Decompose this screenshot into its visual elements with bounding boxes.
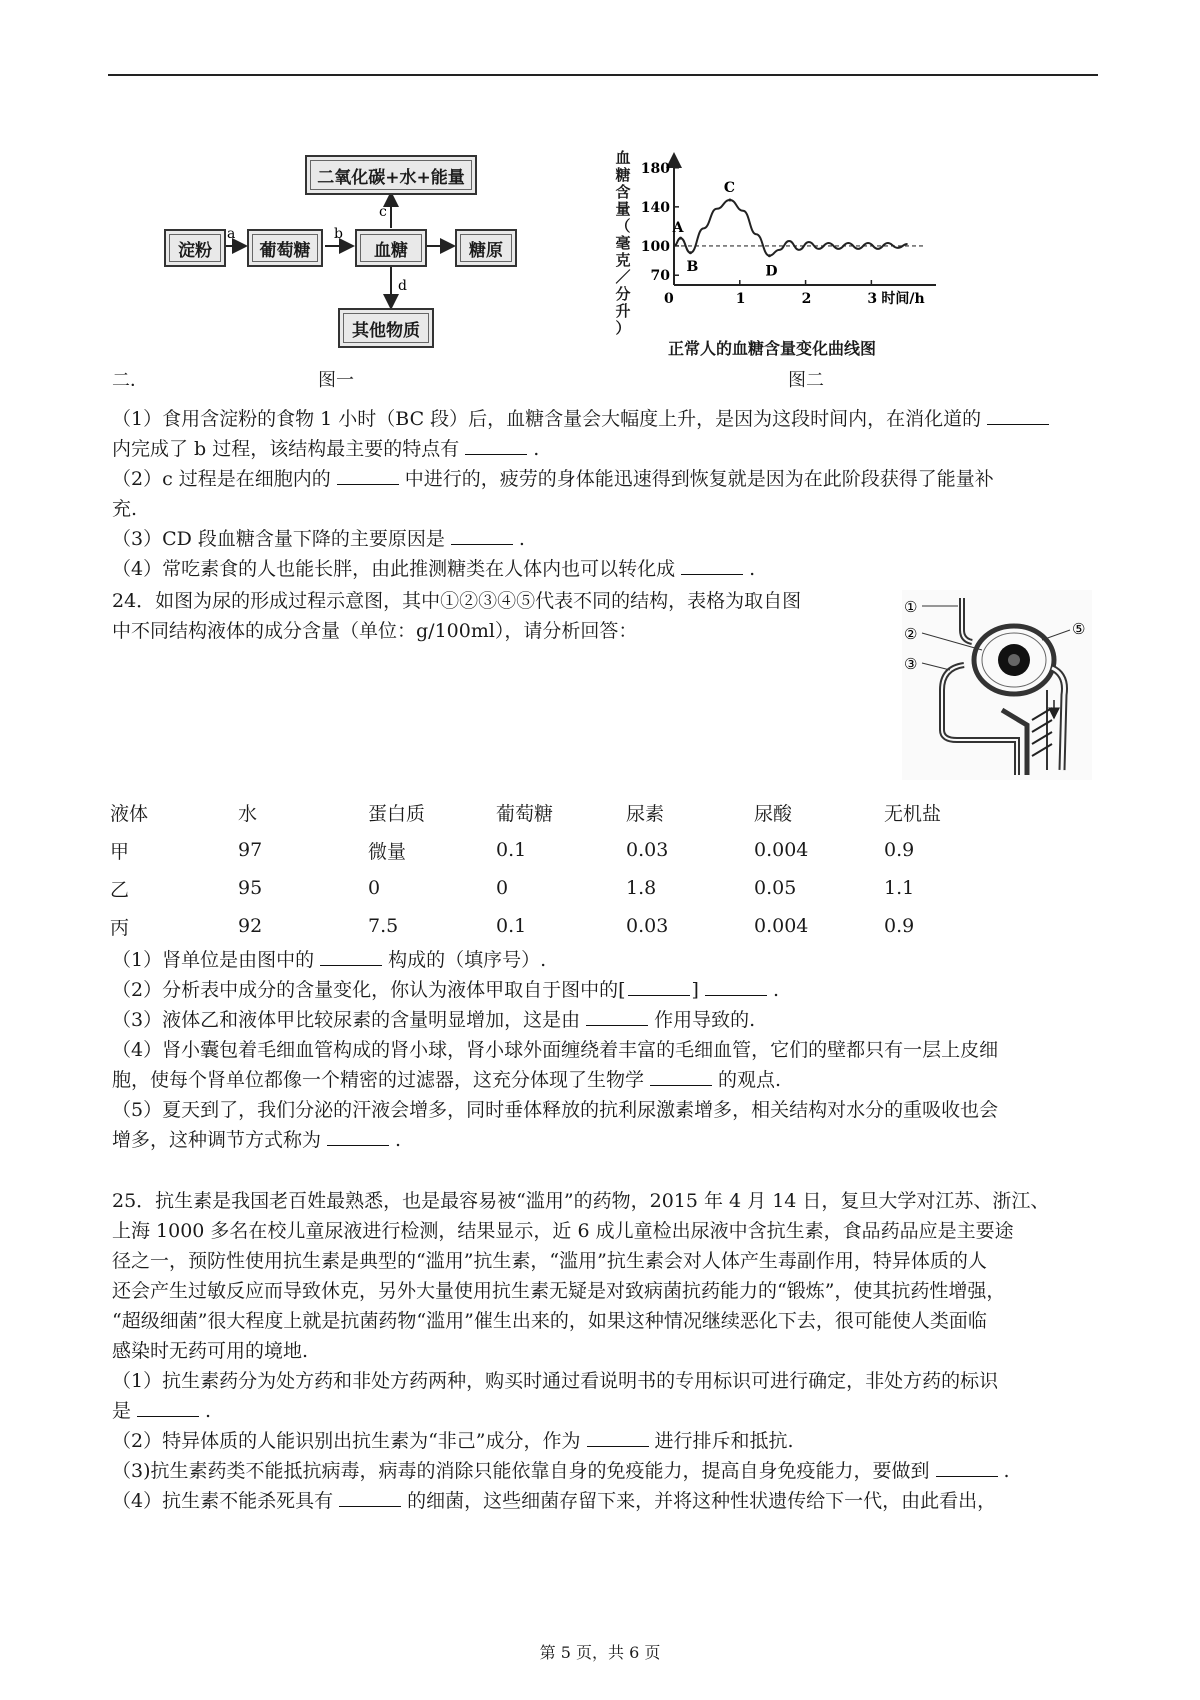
chart-y-tick-label: 180 xyxy=(640,160,670,177)
table-header-cell: 液体 xyxy=(110,802,149,825)
chart-ylabel-char: 量 xyxy=(615,200,631,218)
nephron-label-3: ③ xyxy=(904,655,918,673)
box-blood-sugar xyxy=(355,229,427,267)
q23-blank-4[interactable] xyxy=(451,526,513,545)
table-cell: 0 xyxy=(368,877,381,899)
table-cell: 0.004 xyxy=(754,915,809,937)
chart-point-label: A xyxy=(672,220,684,237)
table-cell: 微量 xyxy=(368,840,407,863)
chart-y-tick-label: 140 xyxy=(640,199,670,216)
q24-blank-4[interactable] xyxy=(586,1007,648,1026)
label-d: d xyxy=(398,278,407,294)
q24-part4: （4）肾小囊包着毛细血管构成的肾小球，肾小球外面缠绕着丰富的毛细血管，它们的壁都只有一层上皮细 xyxy=(112,1039,999,1061)
table-header-cell: 尿素 xyxy=(626,802,665,825)
question-25: 25．抗生素是我国老百姓最熟悉，也是最容易被“滥用”的药物，2015 年 4 月 14 日，复旦大学对江苏、浙江、 上海 1000 多名在校儿童尿液进行检测，结果显示，近 6 成儿童检出尿液中含抗生素，食品药品应是主要途 径之一，预防性使用抗生素是典型的“滥用”抗生素，“滥用”抗生素会对人体产生毒副作用，特异体质的人 还会产生过敏反应而导致休克，另外大量使用抗生素无疑是对致病菌抗药能力的“锻炼”，使其抗药性增强， “超级细菌”很大程度上就是抗菌药物“滥用”催生出来的，如果这种情况继续恶化下去，很可能使人类面临 感染时无药可用的境地. （1）抗生素药分为处方药和非处方药两种，购买时通过看说明书的专用标识可进行确定，非处方药的标识 是 . （2）特异体质的人能识别出抗生素为“非己”成分，作为 进行排斥和抵抗. （3)抗生素药类不能抵抗病毒，病毒的消除只能依靠自身的免疫能力，提高自身免疫能力，要做到 . （4）抗生素不能杀死具有 的细菌，这些细菌存留下来，并将这种性状遗传给下一代，由此看出， xyxy=(112,1186,1097,1516)
chart-series-line xyxy=(674,200,908,256)
chart-y-tick-label: 100 xyxy=(640,238,670,255)
q25-part1: （1）抗生素药分为处方药和非处方药两种，购买时通过看说明书的专用标识可进行确定，非处方药的标识 xyxy=(112,1370,999,1392)
chart-point-label: B xyxy=(686,258,699,275)
table-cell: 丙 xyxy=(110,916,130,939)
q25-part4: （4）抗生素不能杀死具有 的细菌，这些细菌存留下来，并将这种性状遗传给下一代，由此看出， xyxy=(112,1490,997,1512)
label-c: c xyxy=(379,204,387,220)
box-products-label: 二氧化碳+水+能量 xyxy=(317,167,465,188)
q24-part1: （1）肾单位是由图中的 构成的（填序号）. xyxy=(112,949,547,971)
q25-blank-2[interactable] xyxy=(587,1428,649,1447)
chart-y-tick-label: 70 xyxy=(650,268,670,285)
q24-blank-6[interactable] xyxy=(327,1127,389,1146)
table-cell: 甲 xyxy=(110,840,130,863)
question-24-intro: 24．如图为尿的形成过程示意图，其中①②③④⑤代表不同的结构，表格为取自图 中不同结构液体的成分含量（单位：g/100ml），请分析回答： xyxy=(112,590,802,642)
nephron-label-5: ⑤ xyxy=(1072,620,1086,638)
blood-sugar-chart xyxy=(636,150,946,330)
table-cell: 95 xyxy=(238,877,263,899)
q25-blank-3[interactable] xyxy=(936,1458,998,1477)
box-glycogen-label: 糖原 xyxy=(469,240,503,261)
table-header-cell: 葡萄糖 xyxy=(496,802,554,825)
q23-blank-3[interactable] xyxy=(337,466,399,485)
table-cell: 97 xyxy=(238,839,263,861)
table-cell: 0.03 xyxy=(626,915,669,937)
q24-blank-3[interactable] xyxy=(705,977,767,996)
table-cell: 7.5 xyxy=(368,915,399,937)
box-products xyxy=(305,155,477,195)
table-header-cell: 无机盐 xyxy=(884,802,942,825)
chart-x-tick-label: 3 xyxy=(867,291,878,307)
q23-blank-2[interactable] xyxy=(465,436,527,455)
chart-point xyxy=(679,237,682,240)
chart-ylabel-char: ） xyxy=(615,319,631,337)
chart-ylabel-char: 糖 xyxy=(615,166,631,184)
question-24-parts: （1）肾单位是由图中的 构成的（填序号）. （2）分析表中成分的含量变化，你认为液体甲取自于图中的[ ] . （3）液体乙和液体甲比较尿素的含量明显增加，这是由 作用导致的. （4）肾小囊包着毛细血管构成的肾小球，肾小球外面缠绕着丰富的毛细血管，它们的壁都只有一层上皮细 胞，使每个肾单位都像一个精密的过滤器，这充分体现了生物学 的观点. （5）夏天到了，我们分泌的汗液会增多，同时垂体释放的抗利尿激素增多，相关结构对水分的重吸收也会 增多，这种调节方式称为 . xyxy=(112,945,1097,1155)
question-23: （1）食用含淀粉的食物 1 小时（BC 段）后，血糖含量会大幅度上升，是因为这段时间内，在消化道的 内完成了 b 过程，该结构最主要的特点有 . （2）c 过程是在细胞内的 中进行的，疲劳的身体能迅速得到恢复就是因为在此阶段获得了能量补 充. （3）CD 段血糖含量下降的主要原因是 . （4）常吃素食的人也能长胖，由此推测糖类在人体内也可以转化成 . xyxy=(112,404,1097,584)
table-cell: 0.9 xyxy=(884,839,915,861)
q24-part5: （5）夏天到了，我们分泌的汗液会增多，同时垂体释放的抗利尿激素增多，相关结构对水分的重吸收也会 xyxy=(112,1099,999,1121)
nephron-label-2: ② xyxy=(904,625,918,643)
table-cell: 1.8 xyxy=(626,877,657,899)
q25-part2: （2）特异体质的人能识别出抗生素为“非己”成分，作为 进行排斥和抵抗. xyxy=(112,1430,794,1452)
chart-x-tick-label: 1 xyxy=(735,291,746,307)
box-starch xyxy=(164,229,226,267)
chart-point xyxy=(728,199,731,202)
table-header-cell: 蛋白质 xyxy=(368,802,426,825)
chart-ylabel-char: ／ xyxy=(615,268,631,286)
box-glucose-label: 葡萄糖 xyxy=(259,240,311,261)
box-glucose xyxy=(247,229,323,267)
q23-blank-1[interactable] xyxy=(987,406,1049,425)
box-glycogen xyxy=(455,229,517,267)
nephron-label-1: ① xyxy=(904,598,918,616)
nephron-diagram xyxy=(902,590,1092,780)
table-row xyxy=(110,831,1004,869)
chart-point-label: C xyxy=(723,180,736,197)
q23-part3: （3）CD 段血糖含量下降的主要原因是 . xyxy=(112,528,525,550)
chart-point-label: D xyxy=(765,263,778,280)
chart-ylabel xyxy=(612,150,634,337)
q25-blank-4[interactable] xyxy=(339,1488,401,1507)
q24-part2: （2）分析表中成分的含量变化，你认为液体甲取自于图中的[ ] . xyxy=(112,979,779,1001)
header-rule xyxy=(108,74,1098,76)
chart-ylabel-char: 含 xyxy=(615,183,631,201)
q24-part3: （3）液体乙和液体甲比较尿素的含量明显增加，这是由 作用导致的. xyxy=(112,1009,756,1031)
q24-blank-1[interactable] xyxy=(320,947,382,966)
table-cell: 0.05 xyxy=(754,877,797,899)
q23-part2: （2）c 过程是在细胞内的 中进行的，疲劳的身体能迅速得到恢复就是因为在此阶段获得了能量补 xyxy=(112,468,994,490)
chart-ylabel-char: 克 xyxy=(615,251,631,269)
chart-ylabel-char: 血 xyxy=(615,149,631,167)
composition-table xyxy=(110,793,1004,945)
chart-ylabel-char: 升 xyxy=(615,302,631,320)
chart-point xyxy=(689,251,692,254)
q23-part4: （4）常吃素食的人也能长胖，由此推测糖类在人体内也可以转化成 . xyxy=(112,558,756,580)
table-header-cell: 尿酸 xyxy=(754,802,793,825)
chart-x-axis-label: 时间/h xyxy=(881,291,925,307)
table-cell: 1.1 xyxy=(884,877,915,899)
chart-ylabel-char: 分 xyxy=(615,285,631,303)
label-a: a xyxy=(227,226,236,242)
chart-ylabel-char: 毫 xyxy=(615,234,631,252)
box-other-label: 其他物质 xyxy=(352,320,420,341)
label-b: b xyxy=(334,226,343,242)
figure-2-caption: 图二 xyxy=(788,370,824,391)
table-cell: 0 xyxy=(496,877,509,899)
table-row xyxy=(110,869,1004,907)
q23-blank-5[interactable] xyxy=(681,556,743,575)
section-label: 二． xyxy=(112,370,148,391)
chart-point xyxy=(768,254,771,257)
q24-blank-5[interactable] xyxy=(650,1067,712,1086)
table-header-row xyxy=(110,793,1004,831)
chart-x-tick-label: 0 xyxy=(664,291,674,307)
q25-part3: （3)抗生素药类不能抵抗病毒，病毒的消除只能依靠自身的免疫能力，提高自身免疫能力，要做到 . xyxy=(112,1460,1010,1482)
q25-blank-1[interactable] xyxy=(137,1398,199,1417)
page-footer: 第 5 页，共 6 页 xyxy=(539,1643,661,1662)
chart-ylabel-char: （ xyxy=(615,217,631,235)
box-starch-label: 淀粉 xyxy=(178,240,212,261)
figure-1-caption: 图一 xyxy=(318,370,354,391)
box-other xyxy=(338,308,434,348)
table-header-cell: 水 xyxy=(238,802,258,825)
table-cell: 0.004 xyxy=(754,839,809,861)
box-blood-sugar-label: 血糖 xyxy=(374,240,408,261)
table-cell: 0.1 xyxy=(496,915,527,937)
table-row xyxy=(110,907,1004,945)
table-cell: 乙 xyxy=(110,878,130,901)
chart-x-tick-label: 2 xyxy=(801,291,812,307)
table-cell: 0.9 xyxy=(884,915,915,937)
q23-part1: （1）食用含淀粉的食物 1 小时（BC 段）后，血糖含量会大幅度上升，是因为这段时间内，在消化道的 xyxy=(112,404,1097,434)
chart-title: 正常人的血糖含量变化曲线图 xyxy=(668,339,877,358)
table-cell: 0.1 xyxy=(496,839,527,861)
table-cell: 0.03 xyxy=(626,839,669,861)
table-cell: 92 xyxy=(238,915,263,937)
q24-blank-2[interactable] xyxy=(628,977,690,996)
